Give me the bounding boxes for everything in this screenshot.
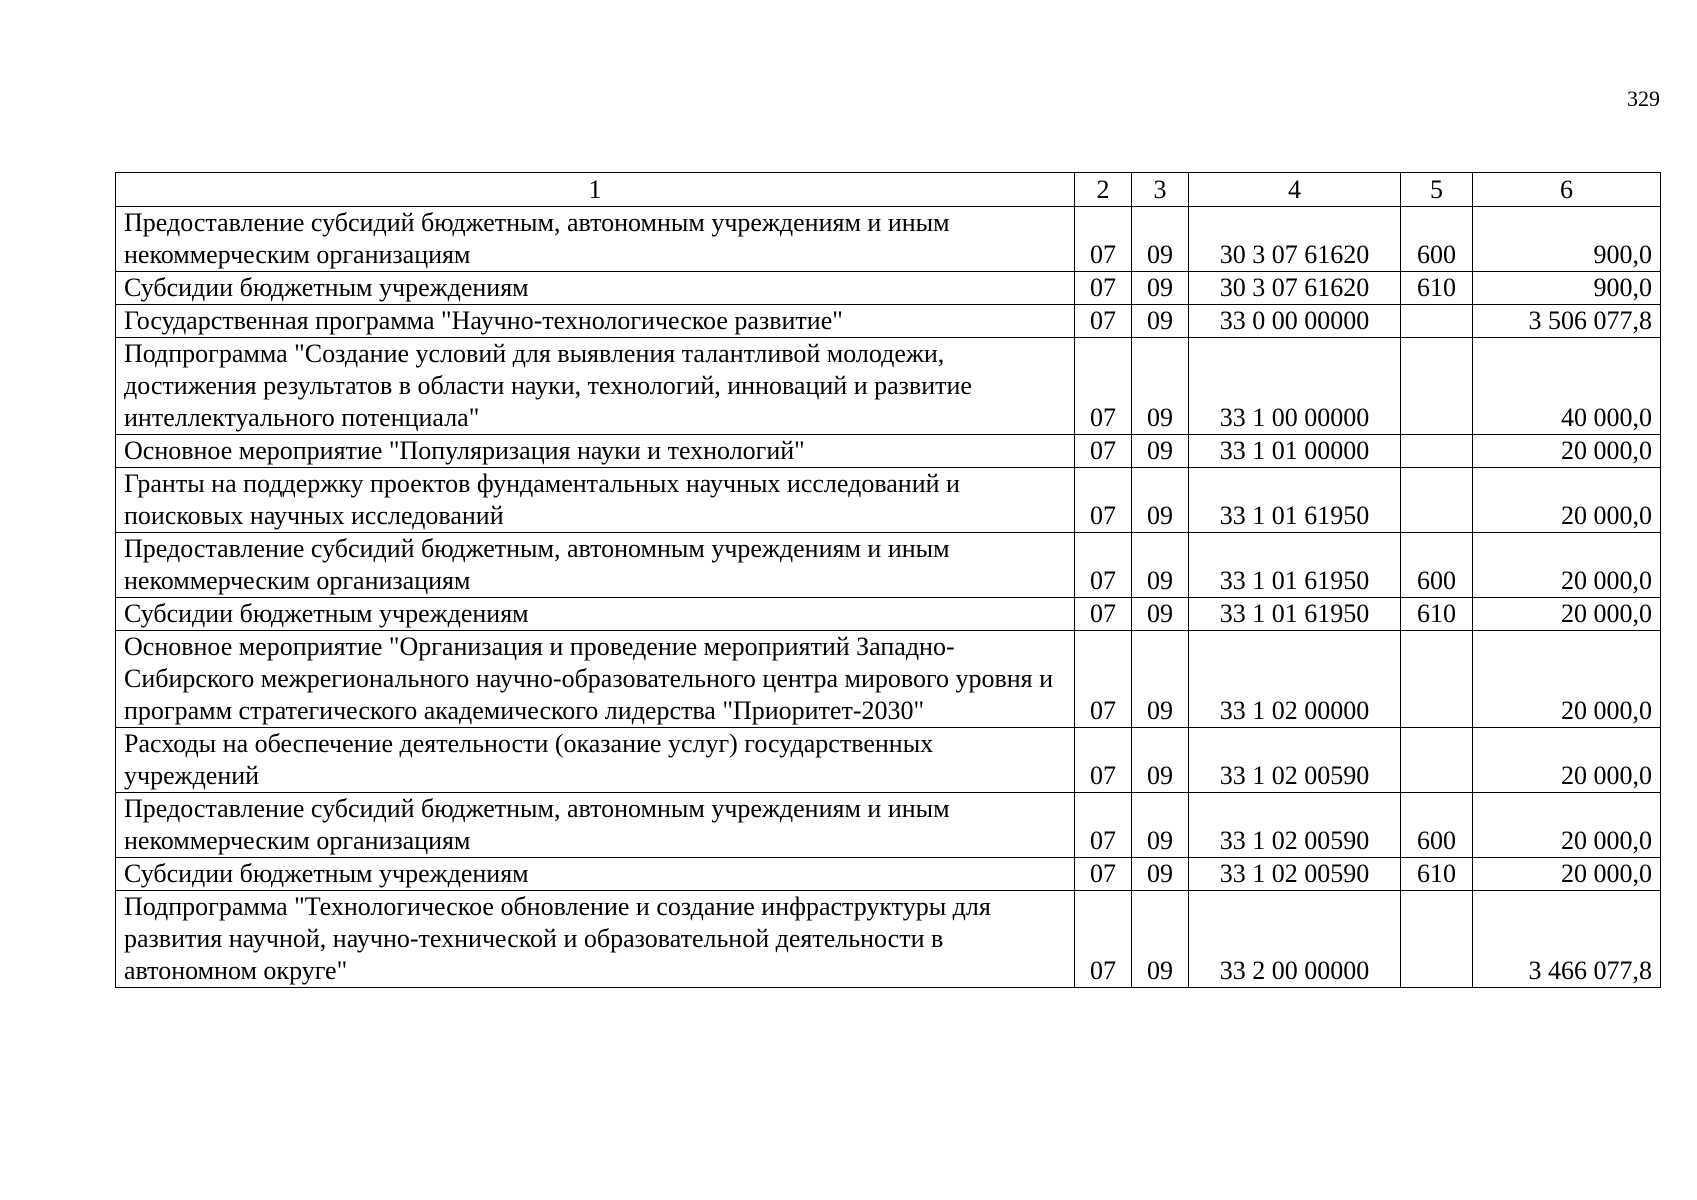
header-cell-3: 3 bbox=[1132, 173, 1189, 207]
row-section: 07 bbox=[1075, 891, 1132, 988]
header-cell-4: 4 bbox=[1189, 173, 1401, 207]
row-section: 07 bbox=[1075, 793, 1132, 858]
header-cell-5: 5 bbox=[1401, 173, 1473, 207]
row-amount: 20 000,0 bbox=[1473, 533, 1661, 598]
row-target-code: 33 1 02 00590 bbox=[1189, 858, 1401, 891]
row-section: 07 bbox=[1075, 207, 1132, 272]
row-amount: 20 000,0 bbox=[1473, 598, 1661, 631]
table-body bbox=[116, 207, 1661, 988]
row-name: Основное мероприятие "Популяризация науки и технологий" bbox=[116, 435, 1075, 468]
row-name: Субсидии бюджетным учреждениям bbox=[116, 598, 1075, 631]
row-name: Предоставление субсидий бюджетным, автономным учреждениям и иным некоммерческим организациям bbox=[116, 207, 1075, 272]
table-row bbox=[116, 858, 1661, 891]
row-expense-type: 610 bbox=[1401, 858, 1473, 891]
row-section: 07 bbox=[1075, 338, 1132, 435]
row-expense-type: 600 bbox=[1401, 793, 1473, 858]
table-row bbox=[116, 793, 1661, 858]
row-amount: 20 000,0 bbox=[1473, 858, 1661, 891]
table-row bbox=[116, 533, 1661, 598]
row-expense-type bbox=[1401, 338, 1473, 435]
row-amount: 900,0 bbox=[1473, 272, 1661, 305]
table-row bbox=[116, 435, 1661, 468]
table-row bbox=[116, 338, 1661, 435]
table-row bbox=[116, 728, 1661, 793]
budget-table bbox=[115, 172, 1661, 988]
row-name: Предоставление субсидий бюджетным, автономным учреждениям и иным некоммерческим организациям bbox=[116, 533, 1075, 598]
row-section: 07 bbox=[1075, 858, 1132, 891]
row-section: 07 bbox=[1075, 272, 1132, 305]
row-target-code: 33 1 01 61950 bbox=[1189, 468, 1401, 533]
header-cell-6: 6 bbox=[1473, 173, 1661, 207]
row-amount: 3 506 077,8 bbox=[1473, 305, 1661, 338]
row-subsection: 09 bbox=[1132, 858, 1189, 891]
table-row bbox=[116, 272, 1661, 305]
row-name: Подпрограмма "Технологическое обновление и создание инфраструктуры для развития научной, научно-технической и образовательной деятельности в автономном округе" bbox=[116, 891, 1075, 988]
table-row bbox=[116, 207, 1661, 272]
page-number: 329 bbox=[1627, 86, 1660, 111]
row-amount: 20 000,0 bbox=[1473, 631, 1661, 728]
row-expense-type: 600 bbox=[1401, 207, 1473, 272]
row-name: Субсидии бюджетным учреждениям bbox=[116, 858, 1075, 891]
row-target-code: 33 0 00 00000 bbox=[1189, 305, 1401, 338]
row-section: 07 bbox=[1075, 598, 1132, 631]
row-subsection: 09 bbox=[1132, 728, 1189, 793]
row-amount: 3 466 077,8 bbox=[1473, 891, 1661, 988]
row-subsection: 09 bbox=[1132, 631, 1189, 728]
table-row bbox=[116, 891, 1661, 988]
row-name: Государственная программа "Научно-технологическое развитие" bbox=[116, 305, 1075, 338]
row-target-code: 33 1 02 00590 bbox=[1189, 728, 1401, 793]
row-target-code: 33 1 01 00000 bbox=[1189, 435, 1401, 468]
row-section: 07 bbox=[1075, 631, 1132, 728]
row-amount: 20 000,0 bbox=[1473, 793, 1661, 858]
row-subsection: 09 bbox=[1132, 305, 1189, 338]
row-name: Основное мероприятие "Организация и проведение мероприятий Западно-Сибирского межрегионального научно-образовательного центра мирового уровня и программ стратегического академического лидерства "Приоритет-2030" bbox=[116, 631, 1075, 728]
row-name: Расходы на обеспечение деятельности (оказание услуг) государственных учреждений bbox=[116, 728, 1075, 793]
row-amount: 20 000,0 bbox=[1473, 728, 1661, 793]
table-row bbox=[116, 468, 1661, 533]
row-amount: 20 000,0 bbox=[1473, 435, 1661, 468]
row-section: 07 bbox=[1075, 533, 1132, 598]
row-expense-type bbox=[1401, 435, 1473, 468]
row-amount: 900,0 bbox=[1473, 207, 1661, 272]
row-section: 07 bbox=[1075, 468, 1132, 533]
row-target-code: 33 1 02 00590 bbox=[1189, 793, 1401, 858]
row-target-code: 30 3 07 61620 bbox=[1189, 207, 1401, 272]
row-subsection: 09 bbox=[1132, 598, 1189, 631]
row-subsection: 09 bbox=[1132, 272, 1189, 305]
row-expense-type bbox=[1401, 891, 1473, 988]
row-name: Подпрограмма "Создание условий для выявления талантливой молодежи, достижения результатов в области науки, технологий, инноваций и развитие интеллектуального потенциала" bbox=[116, 338, 1075, 435]
row-expense-type bbox=[1401, 305, 1473, 338]
row-section: 07 bbox=[1075, 435, 1132, 468]
row-expense-type: 610 bbox=[1401, 598, 1473, 631]
row-target-code: 33 1 00 00000 bbox=[1189, 338, 1401, 435]
row-target-code: 33 1 02 00000 bbox=[1189, 631, 1401, 728]
row-subsection: 09 bbox=[1132, 468, 1189, 533]
row-name: Предоставление субсидий бюджетным, автономным учреждениям и иным некоммерческим организациям bbox=[116, 793, 1075, 858]
row-name: Гранты на поддержку проектов фундаментальных научных исследований и поисковых научных исследований bbox=[116, 468, 1075, 533]
row-expense-type: 610 bbox=[1401, 272, 1473, 305]
row-expense-type bbox=[1401, 631, 1473, 728]
row-target-code: 33 1 01 61950 bbox=[1189, 533, 1401, 598]
row-name: Субсидии бюджетным учреждениям bbox=[116, 272, 1075, 305]
table-row bbox=[116, 305, 1661, 338]
row-target-code: 33 2 00 00000 bbox=[1189, 891, 1401, 988]
row-amount: 40 000,0 bbox=[1473, 338, 1661, 435]
row-subsection: 09 bbox=[1132, 207, 1189, 272]
row-expense-type: 600 bbox=[1401, 533, 1473, 598]
header-row bbox=[116, 173, 1661, 207]
row-target-code: 33 1 01 61950 bbox=[1189, 598, 1401, 631]
row-target-code: 30 3 07 61620 bbox=[1189, 272, 1401, 305]
row-subsection: 09 bbox=[1132, 338, 1189, 435]
row-subsection: 09 bbox=[1132, 435, 1189, 468]
row-subsection: 09 bbox=[1132, 533, 1189, 598]
row-expense-type bbox=[1401, 468, 1473, 533]
table-row bbox=[116, 631, 1661, 728]
row-expense-type bbox=[1401, 728, 1473, 793]
row-subsection: 09 bbox=[1132, 891, 1189, 988]
row-section: 07 bbox=[1075, 728, 1132, 793]
row-section: 07 bbox=[1075, 305, 1132, 338]
row-subsection: 09 bbox=[1132, 793, 1189, 858]
row-amount: 20 000,0 bbox=[1473, 468, 1661, 533]
header-cell-2: 2 bbox=[1075, 173, 1132, 207]
header-cell-1: 1 bbox=[116, 173, 1075, 207]
table-row bbox=[116, 598, 1661, 631]
